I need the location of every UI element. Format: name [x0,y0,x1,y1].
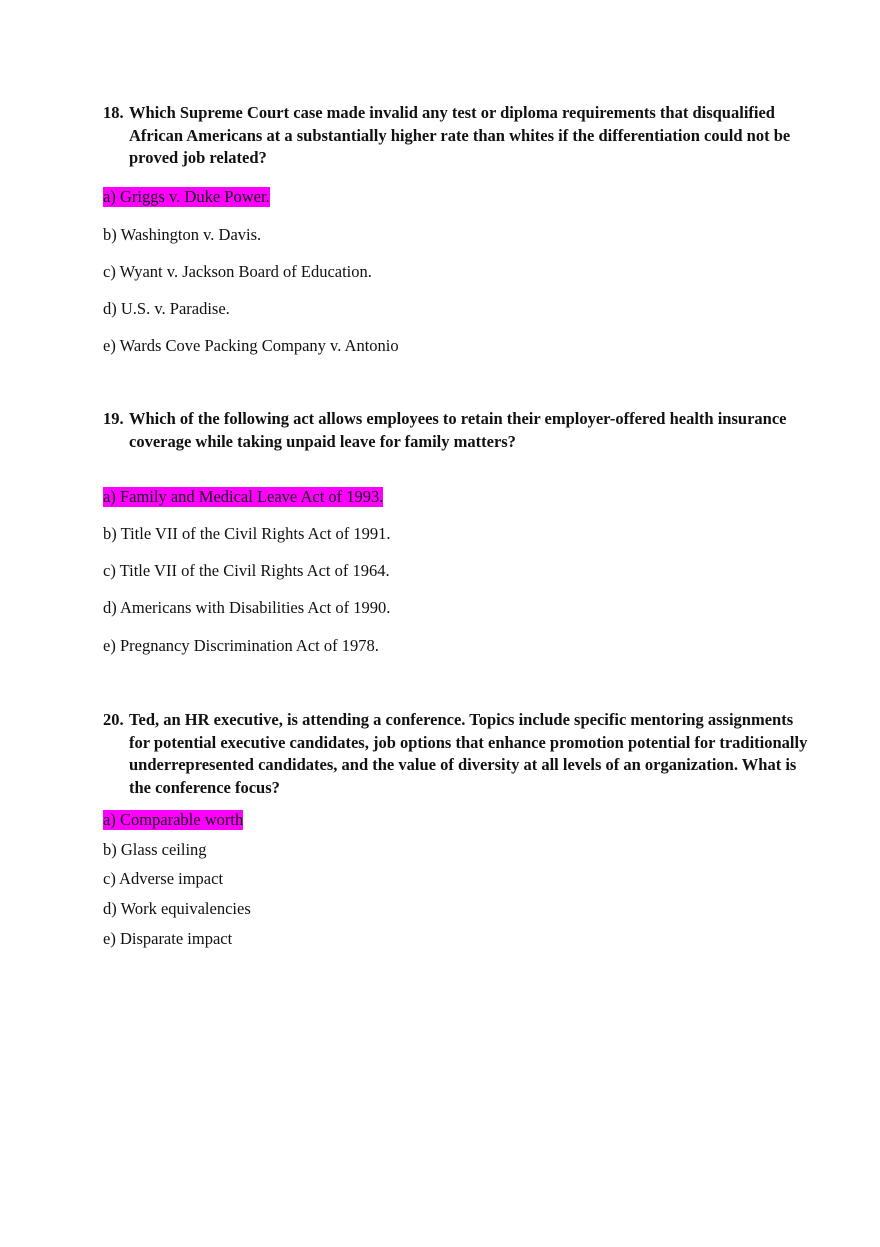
answer-option: e) Pregnancy Discrimination Act of 1978. [103,636,379,655]
answer-option-highlighted: a) Comparable worth [103,810,244,829]
answer-option: d) Work equivalencies [103,899,251,918]
answer-option: e) Wards Cove Packing Company v. Antonio [103,336,399,355]
answer-option: c) Wyant v. Jackson Board of Education. [103,262,372,281]
answer-option: b) Glass ceiling [103,840,207,859]
question-text: Which Supreme Court case made invalid any test or diploma requirements that disqualified African Americans at a substantially higher rate than whites if the differentiation could not be proved job related? [129,103,791,167]
answer-option: d) Americans with Disabilities Act of 1990. [103,598,391,617]
answer-option: b) Washington v. Davis. [103,225,262,244]
answer-option-highlighted: a) Griggs v. Duke Power. [103,187,270,206]
question-number: 20. [103,710,124,729]
answer-option [103,810,243,830]
question-20 [103,709,809,799]
answer-option: b) Title VII of the Civil Rights Act of 1991. [103,524,391,543]
question-text: Which of the following act allows employees to retain their employer-offered health insurance coverage while taking unpaid leave for family matters? [129,409,787,451]
answer-option [103,187,270,207]
question-19 [103,408,809,453]
question-18 [103,102,809,170]
answer-option: e) Disparate impact [103,929,233,948]
answer-option [103,487,383,507]
answer-option: c) Title VII of the Civil Rights Act of 1964. [103,561,390,580]
question-number: 18. [103,103,124,122]
question-number: 19. [103,409,124,428]
answer-option: d) U.S. v. Paradise. [103,299,230,318]
question-text: Ted, an HR executive, is attending a conference. Topics include specific mentoring assignments for potential executive candidates, job options that enhance promotion potential for traditionally underrepresented candidates, and the value of diversity at all levels of an organization. What is the conference focus? [129,710,808,797]
answer-option: c) Adverse impact [103,869,224,888]
answer-option-highlighted: a) Family and Medical Leave Act of 1993. [103,487,384,506]
